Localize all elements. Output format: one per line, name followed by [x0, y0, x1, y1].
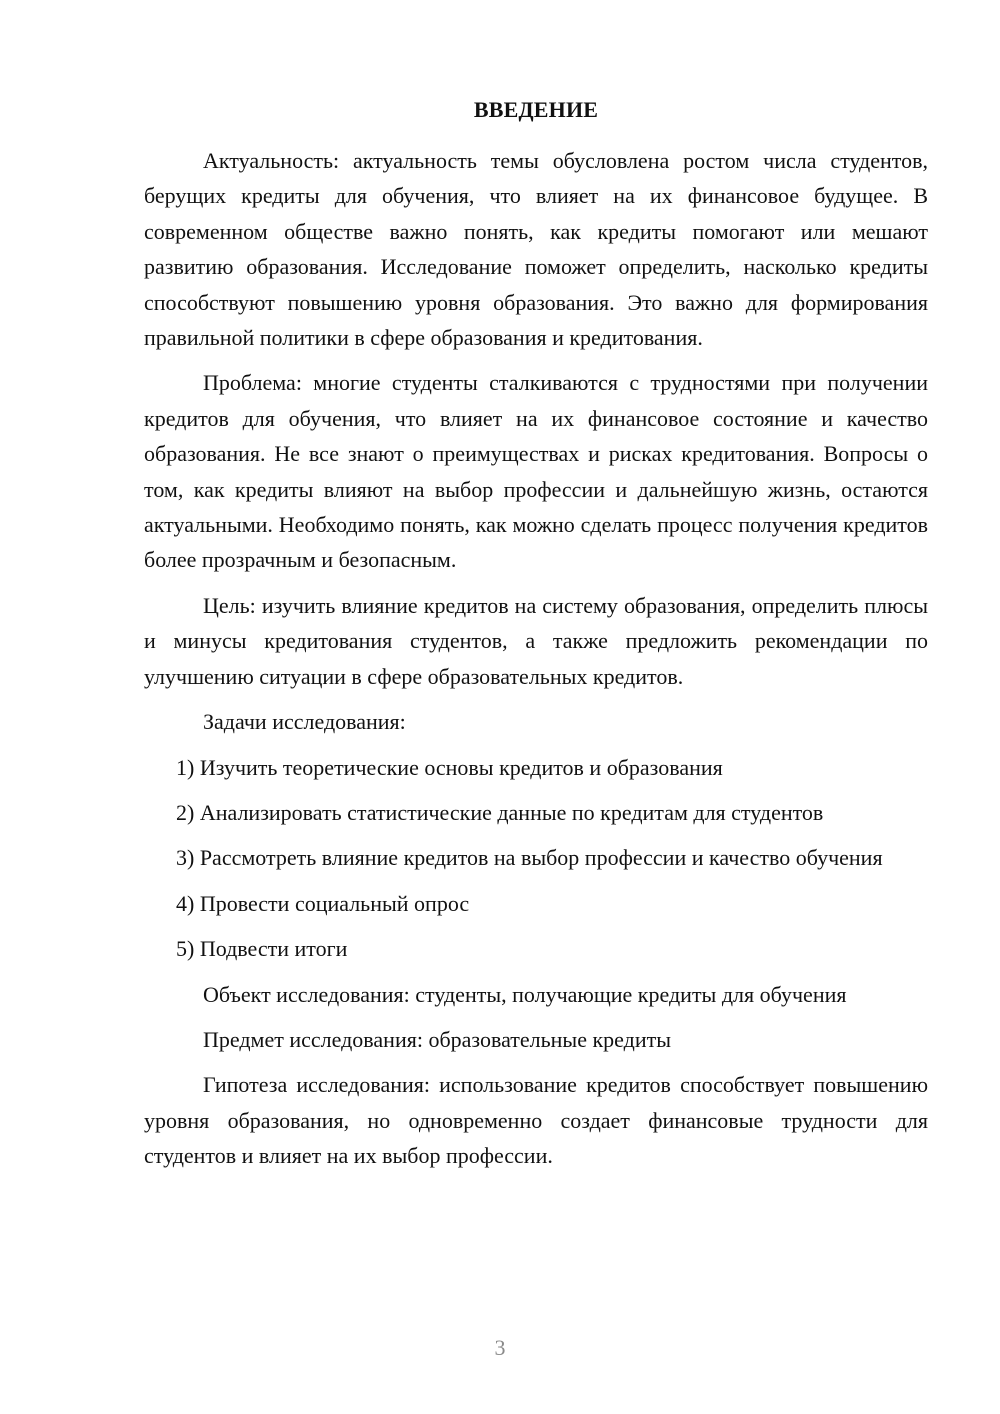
task-item-3: 3) Рассмотреть влияние кредитов на выбор профессии и качество обучения — [176, 845, 883, 871]
hypothesis-paragraph: Гипотеза исследования: использование кредитов способствует повышению уровня образования, но одновременно создает финансовые трудности для студентов и влияет на их выбор профессии. — [144, 1072, 928, 1169]
page-number: 3 — [494, 1335, 506, 1360]
task-item-1: 1) Изучить теоретические основы кредитов и образования — [176, 754, 723, 780]
task-item-4: 4) Провести социальный опрос — [176, 890, 470, 916]
research-object: Объект исследования: студенты, получающие кредиты для обучения — [203, 981, 847, 1007]
section-heading: ВВЕДЕНИЕ — [473, 97, 599, 122]
relevance-paragraph: Актуальность: актуальность темы обусловлена ростом числа студентов, берущих кредиты для обучения, что влияет на их финансовое будущее. В современном обществе важно понять, как кредиты помогают или мешают развитию образования. Исследование поможет определить, насколько кредиты способствуют повышению уровня образования. Это важно для формирования правильной политики в сфере образования и кредитования. — [144, 148, 928, 351]
page-content — [144, 96, 928, 1184]
problem-paragraph: Проблема: многие студенты сталкиваются с трудностями при получении кредитов для обучения, что влияет на их финансовое состояние и качество образования. Не все знают о преимуществах и рисках кредитования. Вопросы о том, как кредиты влияют на выбор профессии и дальнейшую жизнь, остаются актуальными. Необходимо понять, как можно сделать процесс получения кредитов более прозрачным и безопасным. — [144, 370, 928, 573]
task-item-5: 5) Подвести итоги — [176, 936, 348, 962]
goal-paragraph: Цель: изучить влияние кредитов на систему образования, определить плюсы и минусы кредитования студентов, а также предложить рекомендации по улучшению ситуации в сфере образовательных кредитов. — [144, 592, 928, 689]
task-item-2: 2) Анализировать статистические данные по кредитам для студентов — [176, 799, 824, 825]
tasks-title: Задачи исследования: — [203, 709, 406, 735]
research-subject: Предмет исследования: образовательные кредиты — [203, 1026, 671, 1052]
